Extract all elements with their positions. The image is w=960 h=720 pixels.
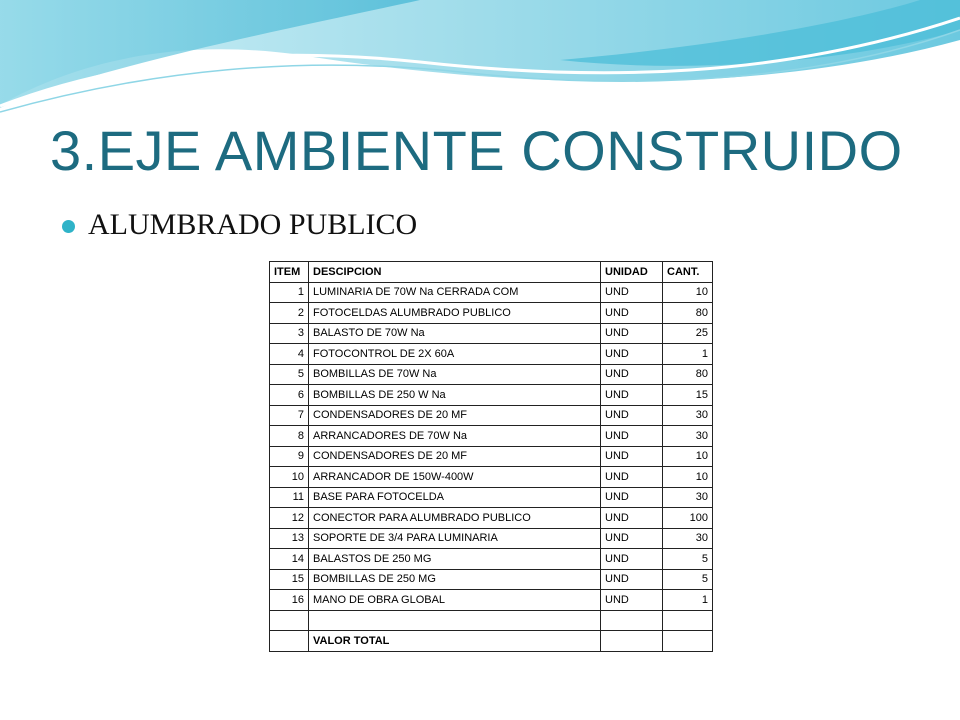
- slide-title: 3.EJE AMBIENTE CONSTRUIDO: [50, 119, 903, 182]
- cell-description: BOMBILLAS DE 250 W Na: [309, 385, 601, 406]
- cell-item: [270, 631, 309, 652]
- cell-description: BALASTOS DE 250 MG: [309, 549, 601, 570]
- header-item: ITEM: [270, 262, 309, 283]
- cell-item: 15: [270, 569, 309, 590]
- cell-description: FOTOCELDAS ALUMBRADO PUBLICO: [309, 303, 601, 324]
- cell-unit: [601, 631, 663, 652]
- cell-description: LUMINARIA DE 70W Na CERRADA COM: [309, 282, 601, 303]
- cell-quantity: 1: [663, 344, 713, 365]
- cell-quantity: 30: [663, 426, 713, 447]
- cell-unit: UND: [601, 385, 663, 406]
- cell-quantity: 10: [663, 446, 713, 467]
- cell-unit: UND: [601, 446, 663, 467]
- bullet-item: [62, 208, 417, 242]
- cell-quantity: 80: [663, 364, 713, 385]
- cell-unit: UND: [601, 426, 663, 447]
- cell-item: 11: [270, 487, 309, 508]
- table-header-row: [270, 262, 713, 283]
- cell-unit: [601, 610, 663, 631]
- cell-item: 16: [270, 590, 309, 611]
- materials-table-container: [269, 261, 712, 652]
- cell-description: MANO DE OBRA GLOBAL: [309, 590, 601, 611]
- cell-unit: UND: [601, 467, 663, 488]
- table-row: [270, 303, 713, 324]
- cell-quantity: [663, 610, 713, 631]
- cell-description: CONDENSADORES DE 20 MF: [309, 446, 601, 467]
- cell-quantity: 10: [663, 282, 713, 303]
- header-description: DESCIPCION: [309, 262, 601, 283]
- bullet-text: ALUMBRADO PUBLICO: [88, 208, 418, 241]
- cell-item: 7: [270, 405, 309, 426]
- cell-description: VALOR TOTAL: [309, 631, 601, 652]
- table-row: [270, 323, 713, 344]
- cell-quantity: 10: [663, 467, 713, 488]
- cell-item: 3: [270, 323, 309, 344]
- cell-unit: UND: [601, 569, 663, 590]
- table-row: [270, 610, 713, 631]
- cell-unit: UND: [601, 508, 663, 529]
- cell-description: [309, 610, 601, 631]
- cell-unit: UND: [601, 323, 663, 344]
- cell-quantity: 100: [663, 508, 713, 529]
- cell-unit: UND: [601, 549, 663, 570]
- cell-item: 8: [270, 426, 309, 447]
- header-quantity: CANT.: [663, 262, 713, 283]
- cell-unit: UND: [601, 487, 663, 508]
- cell-description: ARRANCADOR DE 150W-400W: [309, 467, 601, 488]
- cell-unit: UND: [601, 528, 663, 549]
- cell-quantity: [663, 631, 713, 652]
- cell-quantity: 5: [663, 569, 713, 590]
- table-row: [270, 446, 713, 467]
- table-row: [270, 282, 713, 303]
- cell-description: BALASTO DE 70W Na: [309, 323, 601, 344]
- cell-description: SOPORTE DE 3/4 PARA LUMINARIA: [309, 528, 601, 549]
- cell-quantity: 30: [663, 487, 713, 508]
- cell-item: 6: [270, 385, 309, 406]
- cell-unit: UND: [601, 364, 663, 385]
- cell-description: BOMBILLAS DE 250 MG: [309, 569, 601, 590]
- table-row: [270, 344, 713, 365]
- cell-quantity: 15: [663, 385, 713, 406]
- cell-item: 14: [270, 549, 309, 570]
- cell-quantity: 5: [663, 549, 713, 570]
- table-row: [270, 549, 713, 570]
- cell-item: 10: [270, 467, 309, 488]
- cell-description: CONECTOR PARA ALUMBRADO PUBLICO: [309, 508, 601, 529]
- cell-description: BOMBILLAS DE 70W Na: [309, 364, 601, 385]
- cell-quantity: 25: [663, 323, 713, 344]
- cell-item: 12: [270, 508, 309, 529]
- cell-item: 9: [270, 446, 309, 467]
- cell-description: FOTOCONTROL DE 2X 60A: [309, 344, 601, 365]
- cell-unit: UND: [601, 590, 663, 611]
- cell-description: BASE PARA FOTOCELDA: [309, 487, 601, 508]
- cell-unit: UND: [601, 405, 663, 426]
- header-unit: UNIDAD: [601, 262, 663, 283]
- header-wave-decoration: [0, 0, 960, 120]
- total-row: [270, 631, 713, 652]
- table-row: [270, 590, 713, 611]
- materials-table: [269, 261, 713, 652]
- cell-item: 13: [270, 528, 309, 549]
- table-row: [270, 405, 713, 426]
- table-row: [270, 426, 713, 447]
- cell-unit: UND: [601, 303, 663, 324]
- cell-description: ARRANCADORES DE 70W Na: [309, 426, 601, 447]
- table-row: [270, 508, 713, 529]
- cell-description: CONDENSADORES DE 20 MF: [309, 405, 601, 426]
- cell-unit: UND: [601, 282, 663, 303]
- cell-item: 5: [270, 364, 309, 385]
- cell-item: 4: [270, 344, 309, 365]
- cell-item: 1: [270, 282, 309, 303]
- table-row: [270, 569, 713, 590]
- cell-quantity: 80: [663, 303, 713, 324]
- table-row: [270, 385, 713, 406]
- cell-quantity: 30: [663, 528, 713, 549]
- table-row: [270, 487, 713, 508]
- bullet-dot-icon: [62, 220, 75, 233]
- cell-quantity: 1: [663, 590, 713, 611]
- table-row: [270, 528, 713, 549]
- cell-unit: UND: [601, 344, 663, 365]
- cell-item: 2: [270, 303, 309, 324]
- table-row: [270, 467, 713, 488]
- cell-quantity: 30: [663, 405, 713, 426]
- cell-item: [270, 610, 309, 631]
- table-row: [270, 364, 713, 385]
